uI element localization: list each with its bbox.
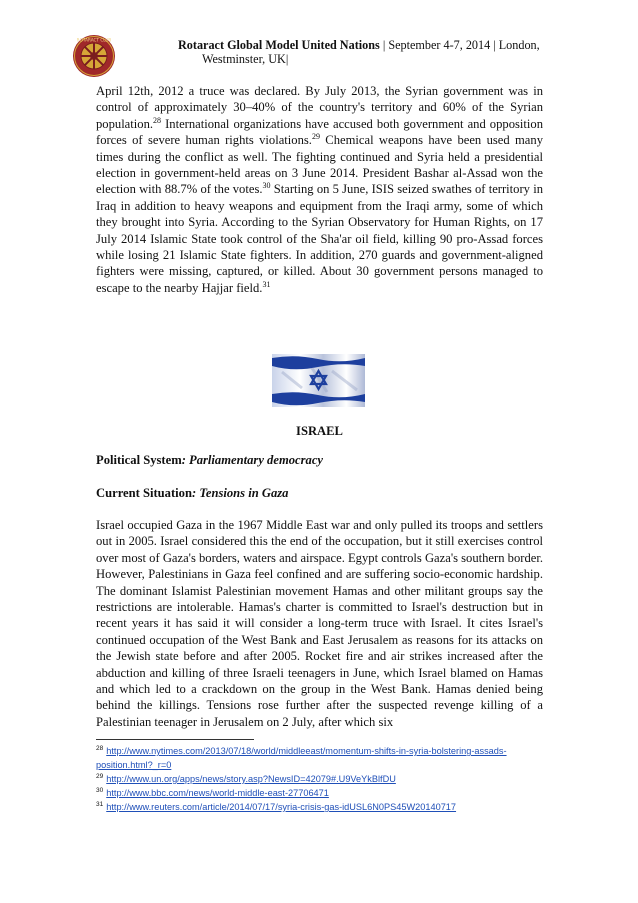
header-dates: September 4-7, 2014 | London, xyxy=(388,38,540,52)
page-header xyxy=(72,34,572,78)
current-situation-heading xyxy=(96,486,288,501)
footnote-ref-29[interactable]: 29 xyxy=(311,132,320,142)
footnote-divider xyxy=(96,739,254,740)
footnote-link-29[interactable]: http://www.un.org/apps/news/story.asp?NewsID=42079#.U9VeYkBlfDU xyxy=(106,774,396,784)
footnote-number: 31 xyxy=(96,800,104,808)
footnote-ref-28[interactable]: 28 xyxy=(153,115,162,125)
political-system-value: : Parliamentary democracy xyxy=(181,453,324,467)
footnotes xyxy=(96,744,543,814)
political-system-label: Political System xyxy=(96,453,182,467)
header-org: Rotaract Global Model United Nations xyxy=(178,38,380,52)
rotaract-logo xyxy=(72,34,116,78)
syria-paragraph xyxy=(96,83,543,296)
logo-text: ROTARACT CLUB xyxy=(76,37,112,43)
current-situation-value: : Tensions in Gaza xyxy=(191,486,289,500)
syria-text-1: April 12th, 2012 a truce was declared. By July 2013, the Syrian government was in control of approximately 30–40% of the country's territory and 60% of the Syrian population. xyxy=(96,84,543,131)
political-system-heading xyxy=(96,453,323,468)
footnote-28 xyxy=(96,744,543,772)
footnote-31 xyxy=(96,800,543,814)
footnote-link-31[interactable]: http://www.reuters.com/article/2014/07/17/syria-crisis-gas-idUSL6N0PS45W20140717 xyxy=(106,802,457,812)
syria-text-2: International organizations have accused both government and opposition forces of severe human rights violations. xyxy=(96,116,543,148)
footnote-ref-30[interactable]: 30 xyxy=(262,181,271,191)
footnote-30 xyxy=(96,786,543,800)
footnote-ref-31[interactable]: 31 xyxy=(262,279,271,289)
footnote-number: 28 xyxy=(96,744,104,752)
footnote-link-30[interactable]: http://www.bbc.com/news/world-middle-east-27706471 xyxy=(106,788,329,798)
header-text xyxy=(178,38,558,66)
syria-text-3: Chemical weapons have been used many times during the conflict as well. The fighting continued and Syria held a presidential election in government-held areas on 3 June 2014. President Bashar al-Assad won the election with 88.7% of the votes. xyxy=(96,133,543,197)
header-separator: | xyxy=(379,38,389,52)
footnote-29 xyxy=(96,772,543,786)
footnote-link-28[interactable]: http://www.nytimes.com/2013/07/18/world/middleeast/momentum-shifts-in-syria-bolstering-assads-position.html?_r=0 xyxy=(96,746,507,770)
header-location: Westminster, UK| xyxy=(202,52,289,66)
footnote-number: 29 xyxy=(96,772,104,780)
footnote-number: 30 xyxy=(96,786,104,794)
israel-paragraph xyxy=(96,517,543,730)
israel-flag-image xyxy=(272,354,365,407)
current-situation-label: Current Situation xyxy=(96,486,192,500)
israel-paragraph-text: Israel occupied Gaza in the 1967 Middle East war and only pulled its troops and settlers out in 2005. Israel considered this the end of the occupation, but it still exercises control over most of Gaza's borders, waters and airspace. Egypt controls Gaza's southern border. However, Palestinians in Gaza feel confined and are suffering socio-economic hardship. The dominant Islamist Palestinian movement Hamas and other militant groups say the restrictions are intolerable. Hamas's charter is committed to Israel's destruction but in recent years it has said it will consider a long-term truce with Israel. It cites Israel's continued occupation of the West Bank and East Jerusalem as reasons for its attacks on the Jewish state before and after 2005. Rocket fire and air strikes increased after the abduction and killing of three Israeli teenagers in June, which Israel blamed on Hamas and which led to a crackdown on the group in the West Bank. Hamas denied being behind the killings. Tensions rose further after the suspected revenge killing of a Palestinian teenager in Jerusalem on 2 July, after which six xyxy=(96,518,543,729)
syria-text-4: Starting on 5 June, ISIS seized swathes of territory in Iraq in addition to heavy weapons and equipment from the Iraqi army, some of which they brought into Syria. According to the Syrian Observatory for Human Rights, on 17 July 2014 Islamic State took control of the Sha'ar oil field, killing 90 pro-Assad forces while losing 21 Islamic State fighters. In addition, 270 guards and government-aligned fighters were missing, captured, or killed. About 30 government persons managed to escape to the nearby Hajjar field. xyxy=(96,182,543,295)
section-heading-israel: ISRAEL xyxy=(296,424,343,438)
